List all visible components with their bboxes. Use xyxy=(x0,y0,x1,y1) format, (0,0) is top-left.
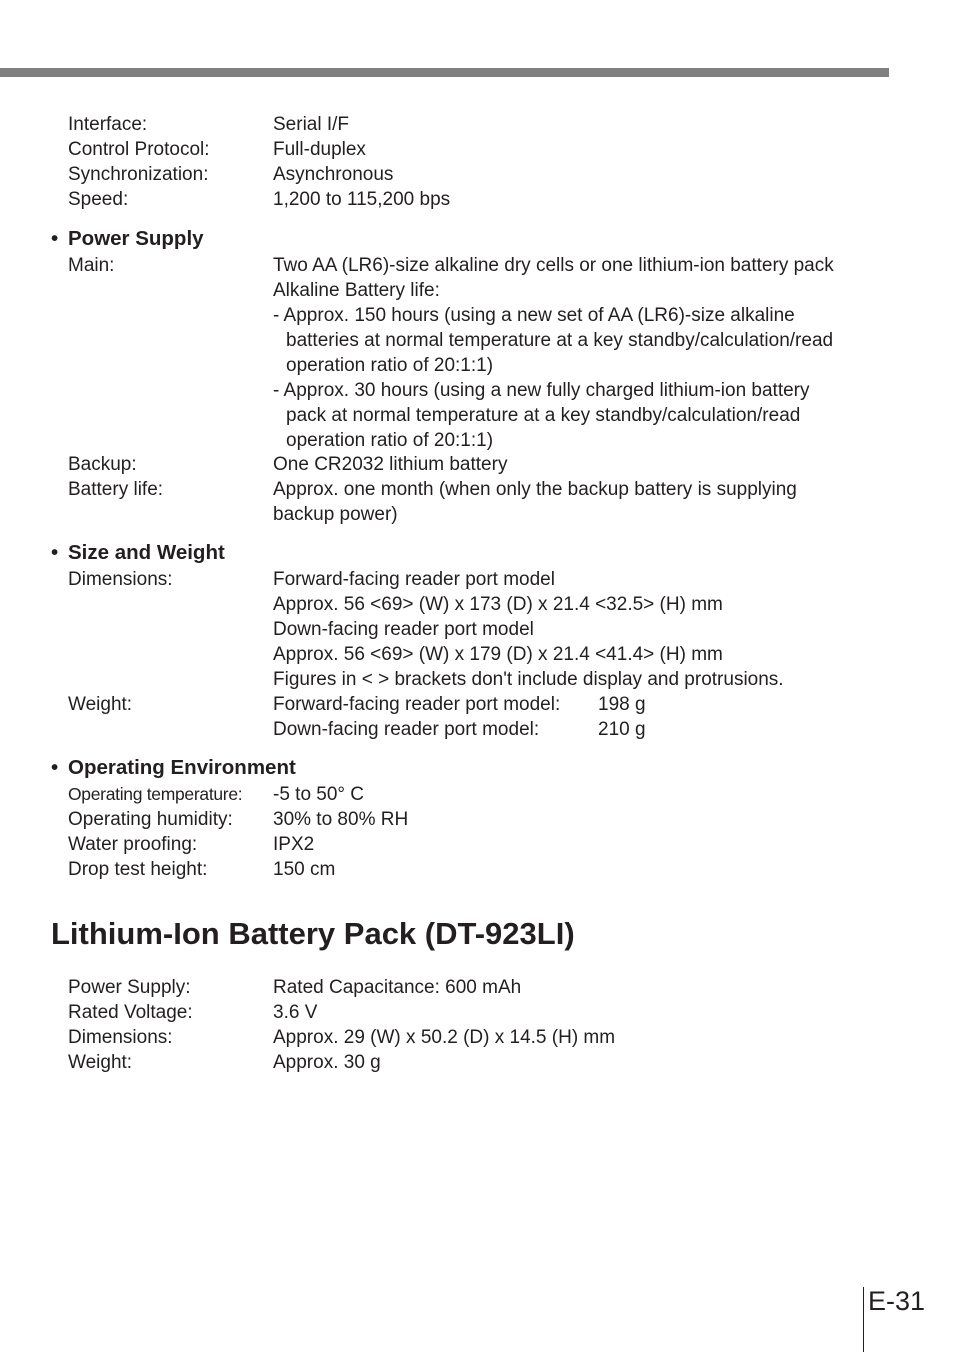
main-detail-line: operation ratio of 20:1:1) xyxy=(286,355,494,376)
weight-value: 210 g xyxy=(598,719,646,740)
bullet: • xyxy=(51,227,59,250)
spec-value: IPX2 xyxy=(273,834,315,855)
spec-value: Approx. 29 (W) x 50.2 (D) x 14.5 (H) mm xyxy=(273,1027,616,1048)
dimensions-note: Figures in < > brackets don't include display and protrusions. xyxy=(273,669,784,690)
page-heading: Lithium-Ion Battery Pack (DT-923LI) xyxy=(51,916,575,951)
spec-label: Backup: xyxy=(68,454,137,475)
main-detail-line: - Approx. 30 hours (using a new fully charged lithium-ion battery xyxy=(273,380,810,401)
spec-value: 3.6 V xyxy=(273,1002,318,1023)
spec-label: Control Protocol: xyxy=(68,139,210,160)
spec-value: Asynchronous xyxy=(273,164,394,185)
spec-value: 150 cm xyxy=(273,859,336,880)
spec-value: Approx. one month (when only the backup battery is supplying xyxy=(273,479,797,500)
main-detail-line: pack at normal temperature at a key standby/calculation/read xyxy=(286,405,801,426)
spec-label: Dimensions: xyxy=(68,569,173,590)
section-heading-power-supply xyxy=(51,226,204,252)
spec-label: Power Supply: xyxy=(68,977,191,998)
page-number-rule xyxy=(863,1287,864,1352)
spec-label: Weight: xyxy=(68,1052,133,1073)
bullet: • xyxy=(51,541,59,564)
spec-label: Interface: xyxy=(68,114,148,135)
spec-value: 1,200 to 115,200 bps xyxy=(273,189,451,210)
weight-model: Down-facing reader port model: xyxy=(273,719,540,740)
spec-label: Main: xyxy=(68,255,115,276)
section-heading-size-weight xyxy=(51,540,225,566)
spec-label: Drop test height: xyxy=(68,859,208,880)
header-rule xyxy=(0,68,889,77)
spec-label: Operating temperature: xyxy=(68,784,243,804)
section-heading-operating-environment xyxy=(51,755,296,781)
spec-label: Operating humidity: xyxy=(68,809,233,830)
page-number: E-31 xyxy=(868,1286,926,1316)
spec-value: Full-duplex xyxy=(273,139,366,160)
spec-value: -5 to 50° C xyxy=(273,784,365,805)
dimensions-line: Approx. 56 <69> (W) x 179 (D) x 21.4 <41.4> (H) mm xyxy=(273,644,723,665)
spec-label: Dimensions: xyxy=(68,1027,173,1048)
spec-value: Rated Capacitance: 600 mAh xyxy=(273,977,522,998)
spec-label: Battery life: xyxy=(68,479,164,500)
section-title: Size and Weight xyxy=(68,541,225,564)
spec-value: 30% to 80% RH xyxy=(273,809,409,830)
weight-model: Forward-facing reader port model: xyxy=(273,694,561,715)
spec-label: Weight: xyxy=(68,694,133,715)
spec-value: Forward-facing reader port model xyxy=(273,569,555,590)
battery-life-continuation: backup power) xyxy=(273,504,398,525)
dimensions-line: Down-facing reader port model xyxy=(273,619,534,640)
spec-label: Water proofing: xyxy=(68,834,198,855)
spec-value: One CR2032 lithium battery xyxy=(273,454,508,475)
spec-label: Rated Voltage: xyxy=(68,1002,193,1023)
main-detail-line: batteries at normal temperature at a key standby/calculation/read xyxy=(286,330,834,351)
weight-value: 198 g xyxy=(598,694,646,715)
main-detail-line: Alkaline Battery life: xyxy=(273,280,440,301)
section-title: Power Supply xyxy=(68,227,204,250)
spec-value: Approx. 30 g xyxy=(273,1052,381,1073)
section-title: Operating Environment xyxy=(68,756,296,779)
spec-value: Two AA (LR6)-size alkaline dry cells or one lithium-ion battery pack xyxy=(273,255,834,276)
main-detail-line: - Approx. 150 hours (using a new set of AA (LR6)-size alkaline xyxy=(273,305,795,326)
dimensions-line: Approx. 56 <69> (W) x 173 (D) x 21.4 <32.5> (H) mm xyxy=(273,594,723,615)
main-detail-line: operation ratio of 20:1:1) xyxy=(286,430,494,451)
spec-label: Speed: xyxy=(68,189,129,210)
bullet: • xyxy=(51,756,59,779)
spec-value: Serial I/F xyxy=(273,114,350,135)
spec-label: Synchronization: xyxy=(68,164,209,185)
